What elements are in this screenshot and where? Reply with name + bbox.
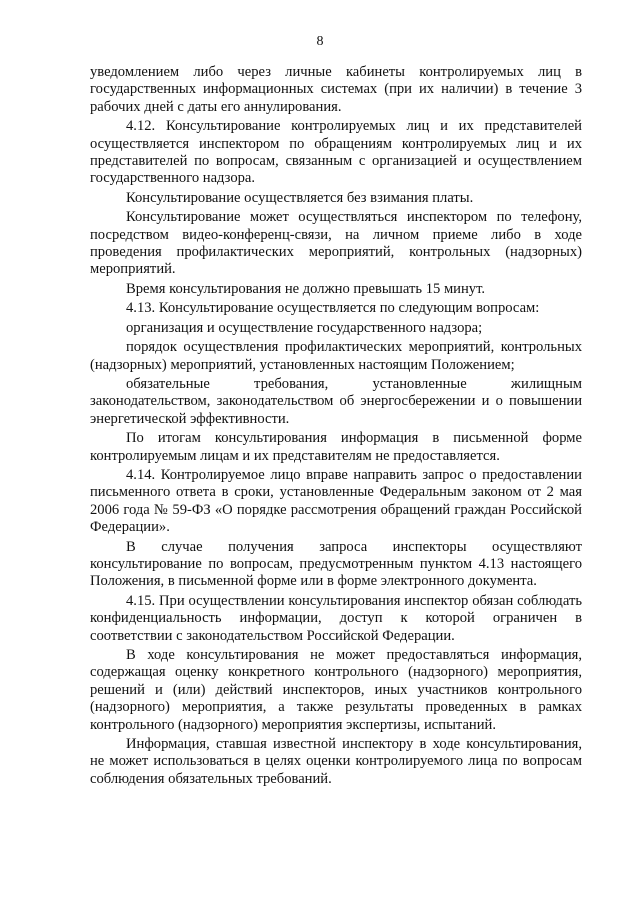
list-item-requirements: обязательные требования, установленные жилищным законодательством, законодательством об энергосбережении и о повышении энергетической эффективности. — [90, 375, 582, 427]
paragraph-written-request: В случае получения запроса инспекторы осуществляют консультирование по вопросам, предусмотренным пунктом 4.13 настоящего Положения, в письменной форме или в форме электронного документа. — [90, 538, 582, 590]
paragraph-no-written-info: По итогам консультирования информация в письменной форме контролируемым лицам и их представителям не предоставляется. — [90, 430, 582, 464]
paragraph-free-of-charge: Консультирование осуществляется без взимания платы. — [126, 189, 474, 206]
paragraph-4-15: 4.15. При осуществлении консультирования инспектор обязан соблюдать конфиденциальность информации, доступ к которой ограничен в соответствии с законодательством Российской Федерации. — [90, 592, 582, 644]
page-number: 8 — [316, 34, 324, 49]
paragraph-time-limit: Время консультирования не должно превышать 15 минут. — [126, 280, 486, 297]
paragraph-info-usage: Информация, ставшая известной инспектору в ходе консультирования, не может использоваться в целях оценки контролируемого лица по вопросам соблюдения обязательных требований. — [90, 736, 582, 787]
paragraph-4-13: 4.13. Консультирование осуществляется по следующим вопросам: — [126, 300, 540, 317]
list-item-organization: организация и осуществление государственного надзора; — [126, 319, 483, 336]
list-item-procedure: порядок осуществления профилактических мероприятий, контрольных (надзорных) мероприятий, установленных настоящим Положением; — [90, 339, 582, 373]
document-body — [90, 64, 582, 790]
paragraph-4-14: 4.14. Контролируемое лицо вправе направить запрос о предоставлении письменного ответа в сроки, установленные Федеральным законом от 2 мая 2006 года № 59-ФЗ «О порядке рассмотрения обращений граждан Российской Федерации». — [90, 466, 582, 536]
paragraph-restricted-info: В ходе консультирования не может предоставляться информация, содержащая оценку конкретного контрольного (надзорного) мероприятия, решений и (или) действий инспекторов, иных участников контрольного (надзорного) мероприятия, а также результаты проведенных в рамках контрольного (надзорного) мероприятия экспертизы, испытаний. — [90, 647, 582, 733]
paragraph-4-12: 4.12. Консультирование контролируемых лиц и их представителей осуществляется инспектором по обращениям контролируемых лиц и их представителей по вопросам, связанным с организацией и осуществлением государственного надзора. — [90, 118, 582, 187]
paragraph-consultation-methods: Консультирование может осуществляться инспектором по телефону, посредством видео-конференц-связи, на личном приеме либо в ходе проведения профилактических мероприятий, контрольных (надзорных) мероприятий. — [90, 209, 582, 278]
paragraph-continuation: уведомлением либо через личные кабинеты контролируемых лиц в государственных информационных системах (при их наличии) в течение 3 рабочих дней с даты его аннулирования. — [90, 64, 582, 115]
